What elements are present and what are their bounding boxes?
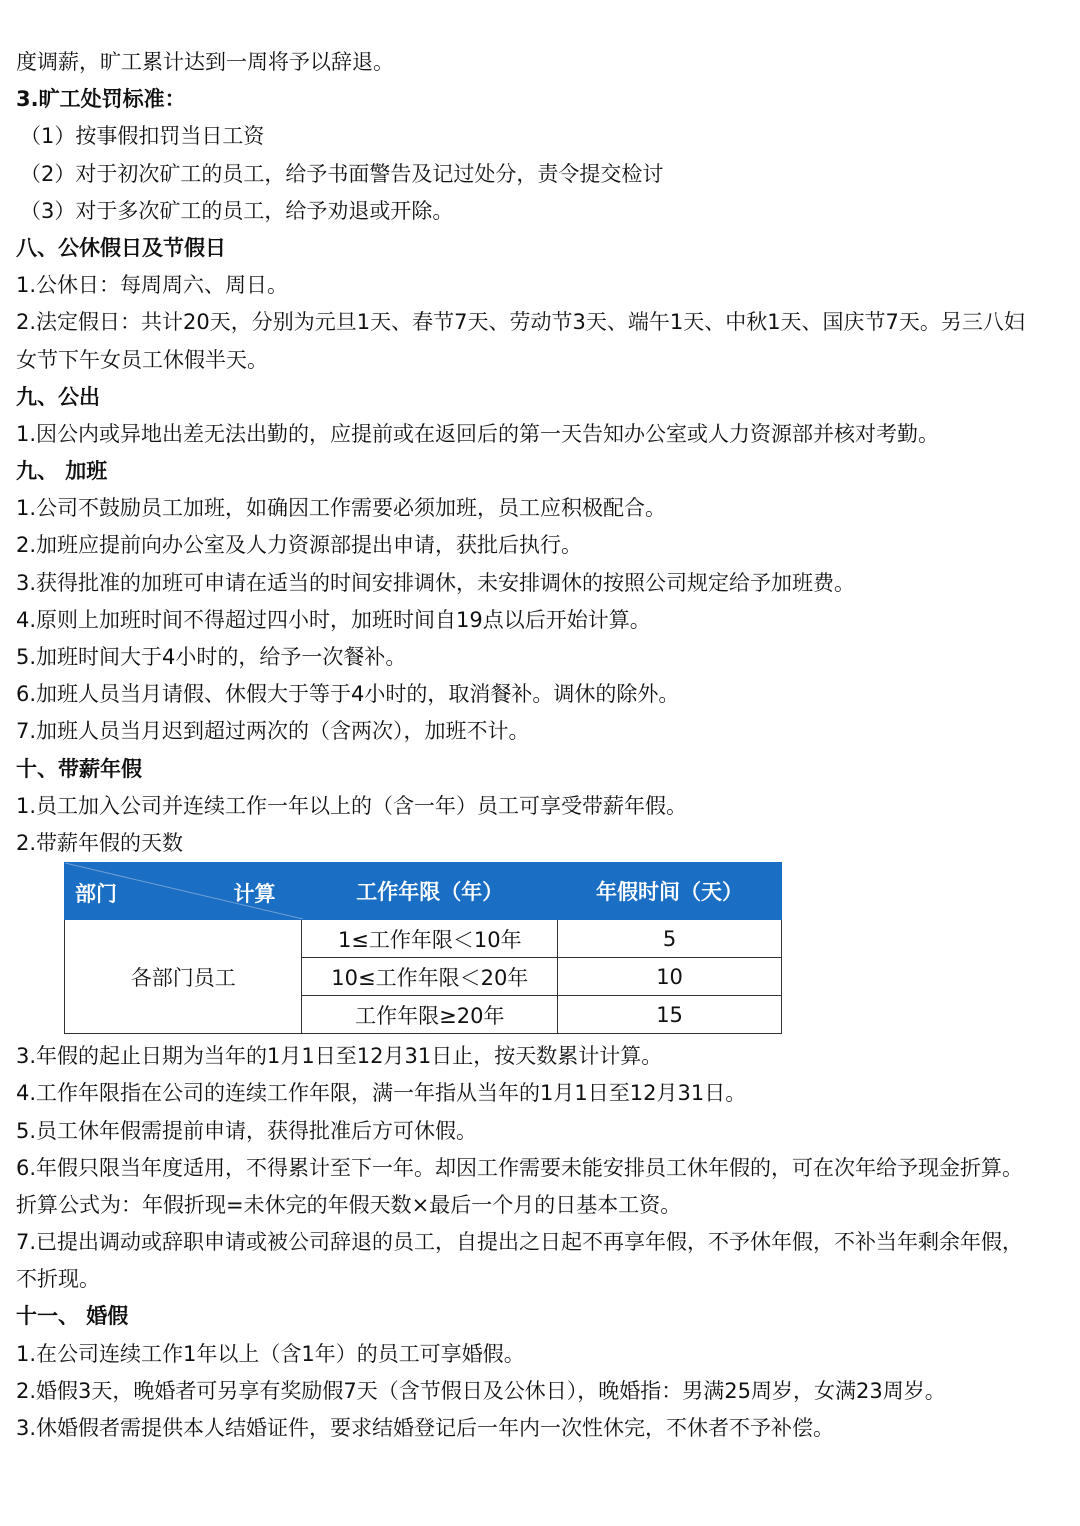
paragraph-line: 1.员工加入公司并连续工作一年以上的（含一年）员工可享受带薪年假。 xyxy=(16,793,688,818)
years-cell: 10≤工作年限＜20年 xyxy=(302,958,558,996)
paragraph-line: 2.加班应提前向办公室及人力资源部提出申请，获批后执行。 xyxy=(16,533,583,558)
section-heading: 十、带薪年假 xyxy=(16,756,142,781)
section-heading: 九、 加班 xyxy=(16,459,108,484)
paragraph-line: 7.已提出调动或辞职申请或被公司辞退的员工，自提出之日起不再享年假，不予休年假，不补当年剩余年假， xyxy=(16,1230,1024,1255)
table-header-row xyxy=(65,863,782,920)
section-heading: 3.旷工处罚标准： xyxy=(16,87,186,112)
annual-leave-table xyxy=(64,862,782,1034)
paragraph-line: 折算公式为：年假折现=未休完的年假天数×最后一个月的日基本工资。 xyxy=(16,1192,682,1217)
paragraph-line: 6.加班人员当月请假、休假大于等于4小时的，取消餐补。调休的除外。 xyxy=(16,682,680,707)
group-label-cell: 各部门员工 xyxy=(65,920,302,1034)
paragraph-line: 女节下午女员工休假半天。 xyxy=(16,347,268,372)
paragraph-line: 度调薪，旷工累计达到一周将予以辞退。 xyxy=(16,50,394,74)
paragraph-line: 1.公休日：每周周六、周日。 xyxy=(16,273,289,298)
paragraph-line: （1）按事假扣罚当日工资 xyxy=(20,124,265,149)
paragraph-line: 2.带薪年假的天数 xyxy=(16,830,184,855)
bottom-section xyxy=(16,1038,1066,1447)
header-days: 年假时间（天） xyxy=(558,863,782,920)
paragraph-line: 3.年假的起止日期为当年的1月1日至12月31日止，按天数累计计算。 xyxy=(16,1044,663,1069)
section-heading: 九、公出 xyxy=(16,384,100,409)
paragraph-line: 3.获得批准的加班可申请在适当的时间安排调休，未安排调休的按照公司规定给予加班费。 xyxy=(16,570,856,595)
paragraph-line: 5.员工休年假需提前申请，获得批准后方可休假。 xyxy=(16,1118,478,1143)
paragraph-line: 3.休婚假者需提供本人结婚证件，要求结婚登记后一年内一次性休完，不休者不予补偿。 xyxy=(16,1416,835,1440)
paragraph-line: 1.因公内或异地出差无法出勤的，应提前或在返回后的第一天告知办公室或人力资源部并核对考勤。 xyxy=(16,421,940,446)
paragraph-line: （2）对于初次矿工的员工，给予书面警告及记过处分，责令提交检讨 xyxy=(20,161,664,186)
header-years: 工作年限（年） xyxy=(302,863,558,920)
days-cell: 15 xyxy=(558,996,782,1034)
paragraph-line: （3）对于多次矿工的员工，给予劝退或开除。 xyxy=(20,198,454,223)
paragraph-line: 1.在公司连续工作1年以上（含1年）的员工可享婚假。 xyxy=(16,1341,525,1366)
paragraph-line: 6.年假只限当年度适用，不得累计至下一年。却因工作需要未能安排员工休年假的，可在次年给予现金折算。 xyxy=(16,1155,1024,1180)
annual-leave-table-wrapper xyxy=(64,862,782,1034)
paragraph-line: 7.加班人员当月迟到超过两次的（含两次），加班不计。 xyxy=(16,719,530,744)
days-cell: 5 xyxy=(558,920,782,958)
paragraph-line: 2.法定假日：共计20天，分别为元旦1天、春节7天、劳动节3天、端午1天、中秋1天、国庆节7天。另三八妇 xyxy=(16,310,1025,335)
header-dept: 部门 xyxy=(75,882,117,907)
paragraph-line: 4.原则上加班时间不得超过四小时，加班时间自19点以后开始计算。 xyxy=(16,607,651,632)
paragraph-line: 4.工作年限指在公司的连续工作年限，满一年指从当年的1月1日至12月31日。 xyxy=(16,1081,747,1106)
paragraph-line: 2.婚假3天，晚婚者可另享有奖励假7天（含节假日及公休日），晚婚指：男满25周岁，女满23周岁。 xyxy=(16,1378,946,1403)
diagonal-header-cell xyxy=(65,863,302,920)
section-heading: 十一、 婚假 xyxy=(16,1304,129,1329)
section-heading: 八、公休假日及节假日 xyxy=(16,235,226,260)
paragraph-line: 1.公司不鼓励员工加班，如确因工作需要必须加班，员工应积极配合。 xyxy=(16,496,667,521)
days-cell: 10 xyxy=(558,958,782,996)
paragraph-line: 不折现。 xyxy=(16,1267,100,1292)
years-cell: 工作年限≥20年 xyxy=(302,996,558,1034)
top-section xyxy=(16,44,1066,862)
header-calc: 计算 xyxy=(233,882,276,907)
years-cell: 1≤工作年限＜10年 xyxy=(302,920,558,958)
paragraph-line: 5.加班时间大于4小时的，给予一次餐补。 xyxy=(16,645,407,669)
table-row xyxy=(65,920,782,958)
document-page xyxy=(16,44,1066,1447)
